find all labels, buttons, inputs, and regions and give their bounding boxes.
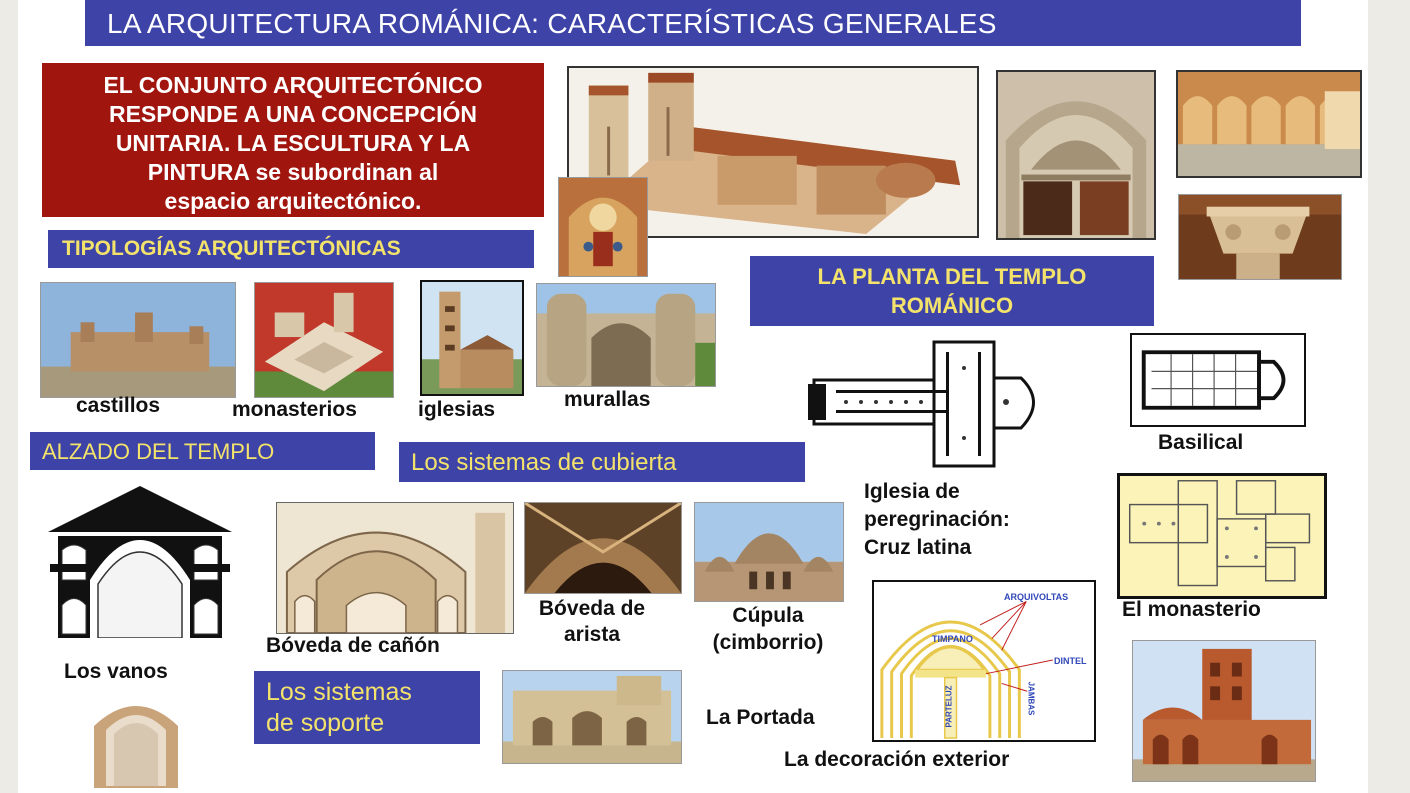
tympanum-image: [996, 70, 1156, 240]
label-vanos: Los vanos: [64, 660, 168, 683]
cupula-line: (cimborrio): [712, 631, 824, 654]
soporte-heading-line: de soporte: [266, 709, 385, 737]
arista-line: Bóveda de: [538, 597, 646, 620]
monastery-image: [254, 282, 394, 398]
planta-banner: [750, 256, 1154, 326]
label-murallas: murallas: [564, 388, 651, 411]
capital-image: [1178, 194, 1342, 280]
intro-line: UNITARIA. LA ESCULTURA Y LA: [115, 130, 471, 156]
groin-vault-image: [524, 502, 682, 594]
cubierta-banner: [399, 442, 805, 482]
basilical-plan: [1130, 333, 1306, 427]
fresco-image: [558, 177, 648, 277]
portal-label-parteluz: PARTELUZ: [944, 685, 954, 728]
intro-line: espacio arquitectónico.: [164, 188, 422, 214]
label-basilical: Basilical: [1158, 431, 1244, 454]
label-portada: La Portada: [706, 706, 815, 729]
intro-line: EL CONJUNTO ARQUITECTÓNICO: [103, 72, 483, 98]
intro-box: [42, 63, 544, 217]
barrel-vault-image: [276, 502, 514, 634]
label-decoracion: La decoración exterior: [784, 748, 1010, 771]
planta-heading-line: LA PLANTA DEL TEMPLO: [817, 264, 1087, 289]
castle-image: [40, 282, 236, 398]
peregrinacion-line: peregrinación:: [864, 508, 1010, 531]
label-castillos: castillos: [76, 394, 161, 417]
alzado-banner: [30, 432, 375, 470]
portal-label-timpano: TIMPANO: [932, 634, 973, 644]
exterior-church-image: [1132, 640, 1316, 782]
peregrinacion-line: Iglesia de: [864, 480, 960, 503]
label-peregrinacion: [864, 478, 1010, 562]
dome-image: [694, 502, 844, 602]
arista-line: arista: [563, 623, 621, 646]
planta-heading-line: ROMÁNICO: [890, 293, 1014, 318]
portal-diagram: [872, 580, 1096, 742]
tipologias-heading: TIPOLOGÍAS ARQUITECTÓNICAS: [62, 237, 401, 260]
church-tower-image: [420, 280, 524, 396]
slide-title: LA ARQUITECTURA ROMÁNICA: CARACTERÍSTICAS GENERALES: [107, 8, 997, 39]
cupula-line: Cúpula: [732, 604, 804, 627]
portal-label-dintel: DINTEL: [1054, 656, 1087, 666]
label-arista: [526, 596, 658, 648]
latin-cross-plan: [806, 338, 1052, 470]
portal-label-jambas: JAMBAS: [1026, 681, 1036, 716]
intro-line: RESPONDE A UNA CONCEPCIÓN: [108, 101, 478, 127]
label-cupula: [688, 602, 848, 656]
city-walls-image: [536, 283, 716, 387]
alzado-heading: ALZADO DEL TEMPLO: [42, 439, 275, 464]
window-opening-image: [84, 686, 188, 788]
intro-line: PINTURA se subordinan al: [147, 159, 439, 185]
title-banner: [85, 0, 1301, 46]
label-monasterio: El monasterio: [1122, 598, 1261, 621]
label-iglesias: iglesias: [418, 398, 496, 421]
tipologias-banner: [48, 230, 534, 268]
soporte-banner: [254, 671, 480, 744]
church-facade-image: [502, 670, 682, 764]
peregrinacion-line: Cruz latina: [864, 536, 972, 559]
cloister-image: [1176, 70, 1362, 178]
soporte-heading-line: Los sistemas: [266, 678, 412, 706]
label-monasterios: monasterios: [232, 398, 357, 421]
cubierta-heading: Los sistemas de cubierta: [411, 449, 677, 476]
slide: [18, 0, 1368, 793]
portal-label-arquivoltas: ARQUIVOLTAS: [1004, 592, 1069, 602]
elevation-drawing: [30, 480, 250, 638]
label-canon: Bóveda de cañón: [266, 634, 440, 657]
monastery-plan: [1117, 473, 1327, 599]
